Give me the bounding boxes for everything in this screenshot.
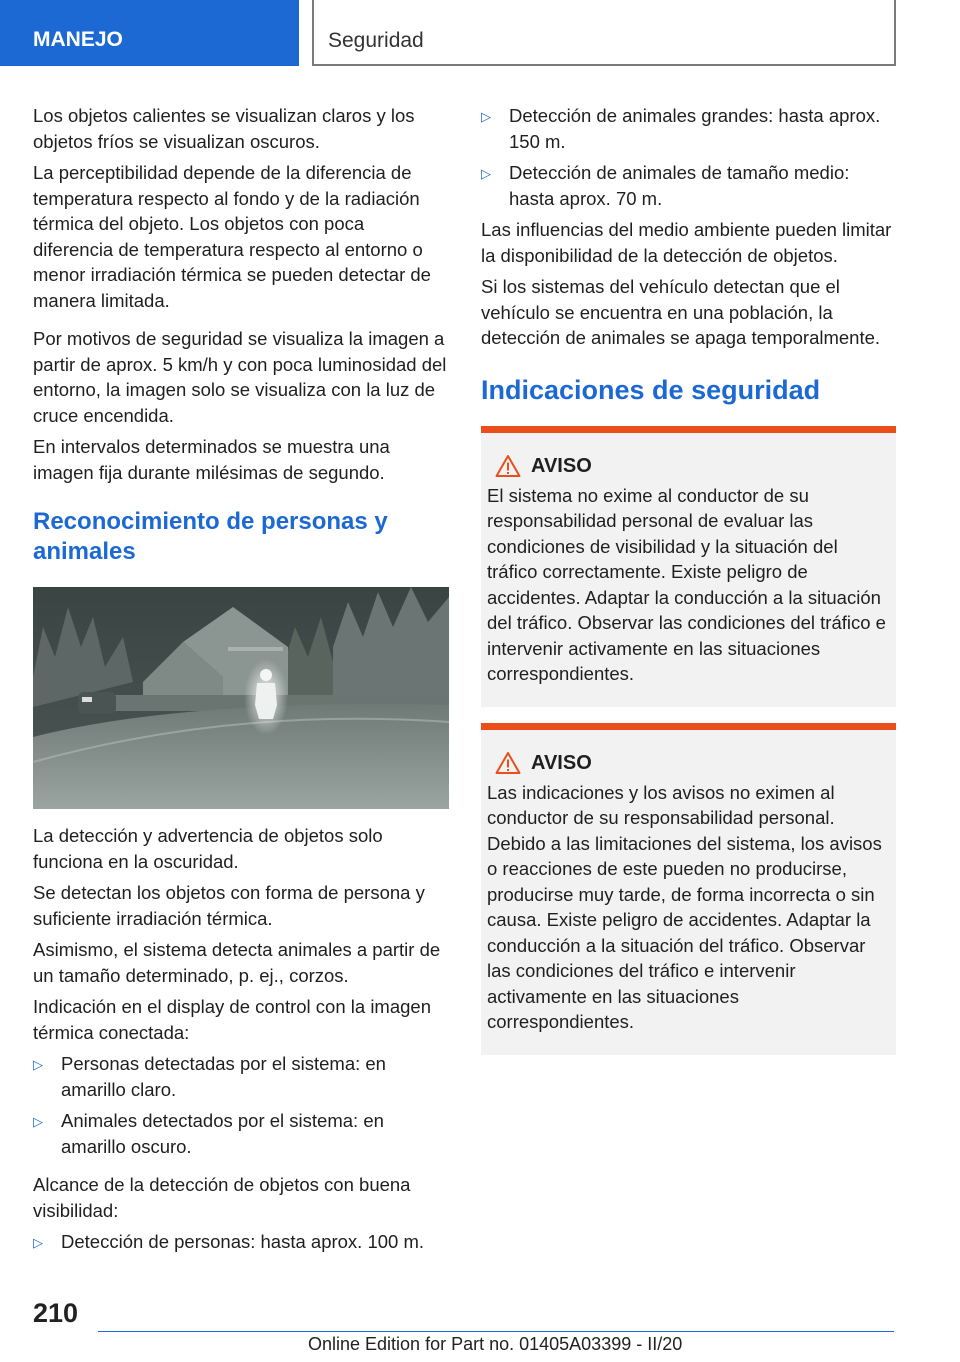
- warning-box: [481, 426, 896, 707]
- warning-text: El sistema no exime al conductor de su responsabilidad personal de evaluar las condiciones de visibilidad y la situación del tráfico correctamente. Existe peligro de accidentes. Adaptar la conducción a la situación del tráfico. Observar las condiciones del tráfico e intervenir activamente en las situaciones correspondientes.: [487, 484, 886, 684]
- list-item: ▷ Detección de animales de tamaño medio: hasta aprox. 70 m.: [481, 162, 850, 209]
- right-column: [481, 103, 897, 1071]
- paragraph: En intervalos determinados se muestra una imagen fija durante milésimas de segundo.: [33, 436, 390, 483]
- triangle-bullet-icon: ▷: [481, 166, 491, 181]
- triangle-bullet-icon: ▷: [33, 1114, 43, 1129]
- section-heading: Indicaciones de seguridad: [481, 374, 821, 405]
- warning-text: Las indicaciones y los avisos no eximen al conductor de su responsabilidad personal. Debido a las limitaciones del sistema, los avisos o reacciones de este pueden no producirse, producirse muy tarde, de forma incorrecta o sin causa. Existe peligro de accidentes. Adaptar la conducción a la situación del tráfico. Observar las condiciones del tráfico e intervenir activamente en las situaciones correspondientes.: [487, 781, 882, 1032]
- paragraph: Indicación en el display de control con la imagen térmica conectada:: [33, 996, 431, 1043]
- subheading: Reconocimiento de personas y animales: [33, 508, 388, 565]
- paragraph: La perceptibilidad depende de la diferencia de temperatura respecto al fondo y de la radiación térmica del objeto. Los objetos con poca diferencia de temperatura respecto al entorno o menor irradiación térmica se pueden detectar de manera limitada.: [33, 162, 431, 311]
- paragraph: Alcance de la detección de objetos con buena visibilidad:: [33, 1174, 411, 1221]
- paragraph: Si los sistemas del vehículo detectan que el vehículo se encuentra en una población, la detección de animales se apaga temporalmente.: [481, 276, 881, 348]
- list-item: ▷ Personas detectadas por el sistema: en amarillo claro.: [33, 1053, 386, 1100]
- warning-box: [481, 723, 896, 1055]
- footer-divider: [98, 1331, 894, 1332]
- warning-title: AVISO: [531, 751, 592, 774]
- display-indication-list: [33, 1051, 449, 1159]
- paragraph: Los objetos calientes se visualizan claros y los objetos fríos se visualizan oscuros.: [33, 105, 415, 152]
- list-item: ▷ Detección de personas: hasta aprox. 100 m.: [33, 1229, 449, 1255]
- page-number: 210: [33, 1298, 79, 1328]
- paragraph: Por motivos de seguridad se visualiza la imagen a partir de aprox. 5 km/h y con poca luminosidad del entorno, la imagen solo se visualiza con la luz de cruce encendida.: [33, 328, 447, 426]
- range-list-continued: [481, 103, 897, 211]
- warning-triangle-icon: [495, 454, 521, 478]
- left-column: [33, 103, 449, 1261]
- triangle-bullet-icon: ▷: [481, 109, 491, 124]
- triangle-bullet-icon: ▷: [33, 1235, 43, 1250]
- list-item: ▷ Animales detectados por el sistema: en amarillo oscuro.: [33, 1110, 384, 1157]
- chapter-title: Seguridad: [312, 0, 896, 66]
- thermal-image-figure: [33, 587, 449, 809]
- warning-header: [487, 453, 886, 479]
- warning-header: [487, 750, 886, 776]
- range-list: [33, 1229, 449, 1255]
- triangle-bullet-icon: ▷: [33, 1057, 43, 1072]
- paragraph: Se detectan los objetos con forma de persona y suficiente irradiación térmica.: [33, 882, 425, 929]
- warning-triangle-icon: [495, 751, 521, 775]
- list-item: ▷ Detección de animales grandes: hasta aprox. 150 m.: [481, 105, 881, 152]
- section-tab: MANEJO: [0, 0, 299, 66]
- paragraph: Asimismo, el sistema detecta animales a partir de un tamaño determinado, p. ej., corzos.: [33, 939, 441, 986]
- paragraph: La detección y advertencia de objetos solo funciona en la oscuridad.: [33, 825, 383, 872]
- edition-note: Online Edition for Part no. 01405A03399 - II/20: [308, 1334, 683, 1354]
- paragraph: Las influencias del medio ambiente pueden limitar la disponibilidad de la detección de objetos.: [481, 219, 892, 266]
- page-header: [0, 0, 960, 66]
- warning-title: AVISO: [531, 454, 592, 477]
